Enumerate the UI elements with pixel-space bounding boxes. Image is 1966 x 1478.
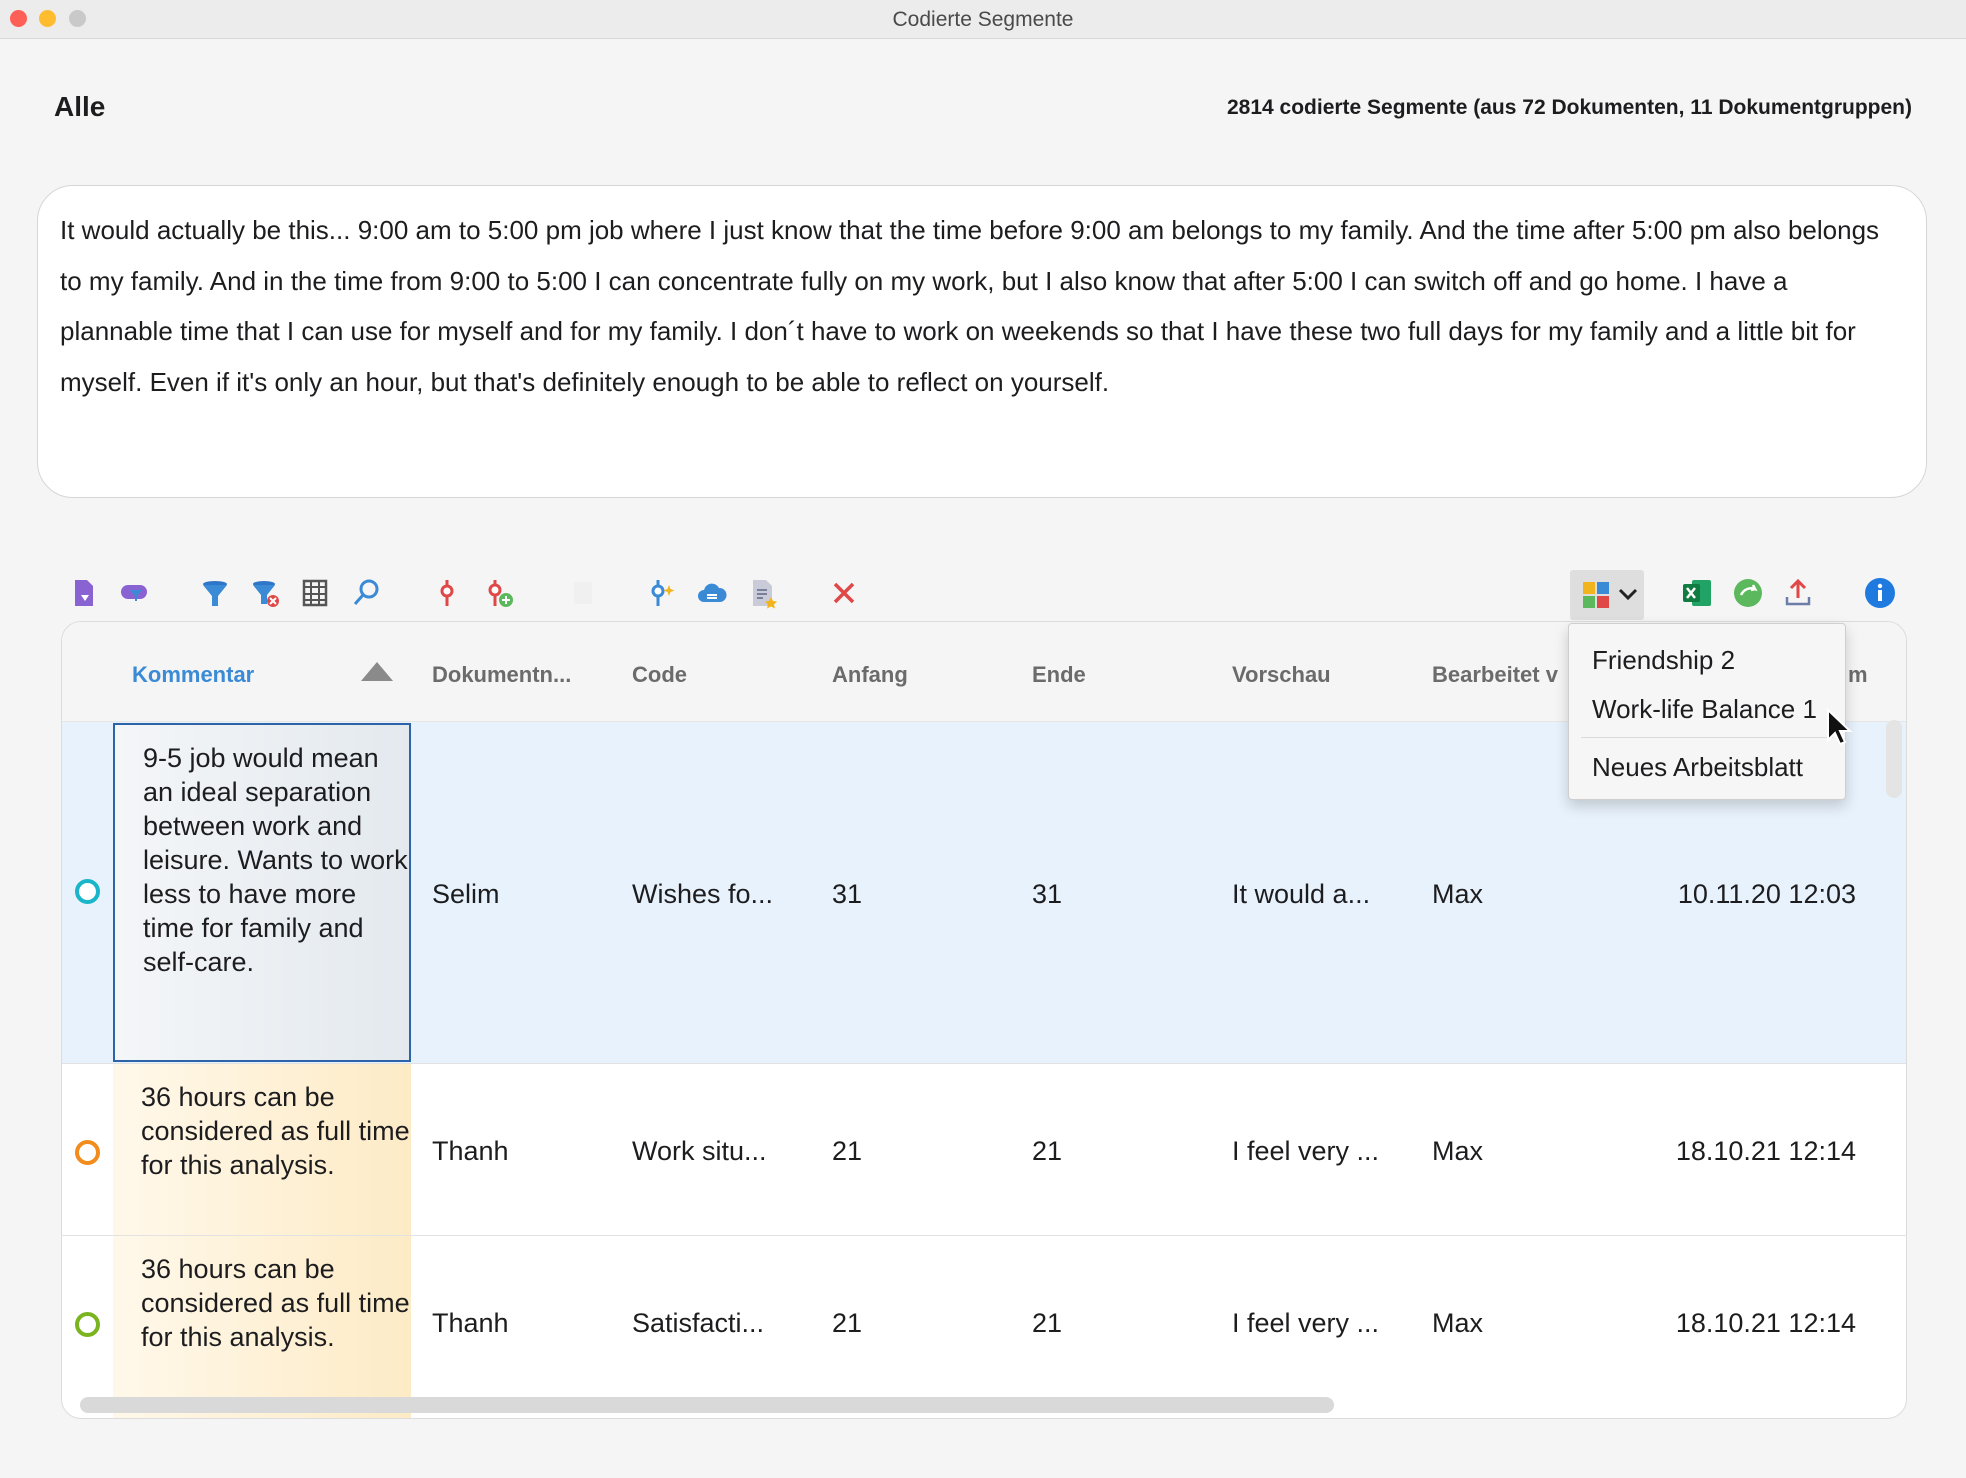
worksheet-menu-button[interactable] <box>1570 570 1644 620</box>
code-icon[interactable] <box>428 574 466 612</box>
document-cell: Selim <box>432 879 500 909</box>
end-cell: 21 <box>1032 1136 1063 1166</box>
start-cell: 21 <box>832 1136 863 1166</box>
code-cell: Work situ... <box>632 1136 767 1166</box>
preview-cell: It would a... <box>1232 879 1371 909</box>
menu-item-new-worksheet[interactable]: Neues Arbeitsblatt <box>1592 752 1804 782</box>
segment-preview-text: It would actually be this... 9:00 am to 5:00 pm job where I just know that the time before 9:00 am belongs to my family. And the time after 5:00 pm also belongs to my family. And in the time from 9:00 to 5:00 I can concentrate fully on my work, but I also know that after 5:00 I can switch off and go home. I have a plannable time that I can use for myself and for my family. I don´t have to work on weekends so that I have these two full days for my family and a little bit for myself. Even if it's only an hour, but that's definitely enough to be able to reflect on yourself. <box>37 185 1927 498</box>
page-title: Alle <box>54 91 106 122</box>
end-cell: 31 <box>1032 879 1063 909</box>
start-cell: 31 <box>832 879 863 909</box>
cloud-icon[interactable] <box>693 574 731 612</box>
column-header-edited-by[interactable]: Bearbeitet v <box>1432 662 1558 687</box>
column-header-end[interactable]: Ende <box>1032 662 1086 687</box>
table-columns-icon[interactable] <box>296 574 334 612</box>
color-marker-icon <box>75 1312 100 1337</box>
comment-cell[interactable]: 36 hours can be considered as full time for this analysis. <box>113 1064 411 1235</box>
window-title: Codierte Segmente <box>892 8 1074 31</box>
comment-filter-icon[interactable] <box>115 574 153 612</box>
search-icon[interactable] <box>347 574 385 612</box>
column-header-start[interactable]: Anfang <box>832 662 908 687</box>
worksheet-icon <box>1580 579 1612 611</box>
sort-ascending-icon[interactable] <box>361 662 393 681</box>
comment-cell[interactable]: 36 hours can be considered as full time for this analysis. <box>113 1236 411 1418</box>
vertical-scrollbar[interactable] <box>1886 720 1902 798</box>
column-header-code[interactable]: Code <box>632 662 687 687</box>
preview-cell: I feel very ... <box>1232 1308 1380 1338</box>
start-cell: 21 <box>832 1308 863 1338</box>
worksheet-dropdown-menu <box>1568 623 1846 800</box>
document-cell: Thanh <box>432 1308 509 1338</box>
segment-summary: 2814 codierte Segmente (aus 72 Dokumenten, 11 Dokumentgruppen) <box>1226 96 1912 119</box>
table-row[interactable] <box>62 1236 1906 1418</box>
modified-cell: 18.10.21 12:14 <box>1675 1308 1856 1338</box>
document-icon[interactable] <box>65 574 103 612</box>
column-header-modified[interactable]: m <box>1848 662 1868 687</box>
end-cell: 21 <box>1032 1308 1063 1338</box>
delete-icon[interactable] <box>825 574 863 612</box>
title-bar <box>0 0 1966 39</box>
smart-code-icon[interactable] <box>642 574 680 612</box>
comment-cell[interactable]: 9-5 job would mean an ideal separation between work and leisure. Wants to work less to have more time for family and self-care. <box>113 723 411 1062</box>
document-cell: Thanh <box>432 1136 509 1166</box>
mouse-cursor-icon <box>1825 708 1853 748</box>
menu-item-friendship[interactable]: Friendship 2 <box>1592 645 1736 675</box>
table-row[interactable] <box>62 1064 1906 1236</box>
editor-cell: Max <box>1432 879 1484 909</box>
column-header-preview[interactable]: Vorschau <box>1232 662 1331 687</box>
summary-icon[interactable] <box>744 574 782 612</box>
web-export-icon[interactable] <box>1729 574 1767 612</box>
color-marker-icon <box>75 879 100 904</box>
editor-cell: Max <box>1432 1136 1484 1166</box>
code-cell: Satisfacti... <box>632 1308 765 1338</box>
editor-cell: Max <box>1432 1308 1484 1338</box>
filter-icon[interactable] <box>196 574 234 612</box>
code-cell: Wishes fo... <box>632 879 774 909</box>
modified-cell: 18.10.21 12:14 <box>1675 1136 1856 1166</box>
add-code-icon[interactable] <box>480 574 518 612</box>
menu-divider <box>1581 737 1833 738</box>
excel-icon[interactable] <box>1678 574 1716 612</box>
modified-cell: 10.11.20 12:03 <box>1677 879 1856 909</box>
preview-cell: I feel very ... <box>1232 1136 1380 1166</box>
horizontal-scrollbar[interactable] <box>80 1397 1334 1413</box>
info-icon[interactable] <box>1861 574 1899 612</box>
column-header-document[interactable]: Dokumentn... <box>432 662 572 687</box>
blank-icon <box>564 574 602 612</box>
upload-icon[interactable] <box>1779 574 1817 612</box>
chevron-down-icon <box>1618 587 1638 603</box>
clear-filter-icon[interactable] <box>247 574 285 612</box>
color-marker-icon <box>75 1140 100 1165</box>
menu-item-work-life-balance[interactable]: Work-life Balance 1 <box>1592 694 1817 724</box>
column-header-comment[interactable]: Kommentar <box>132 662 255 687</box>
